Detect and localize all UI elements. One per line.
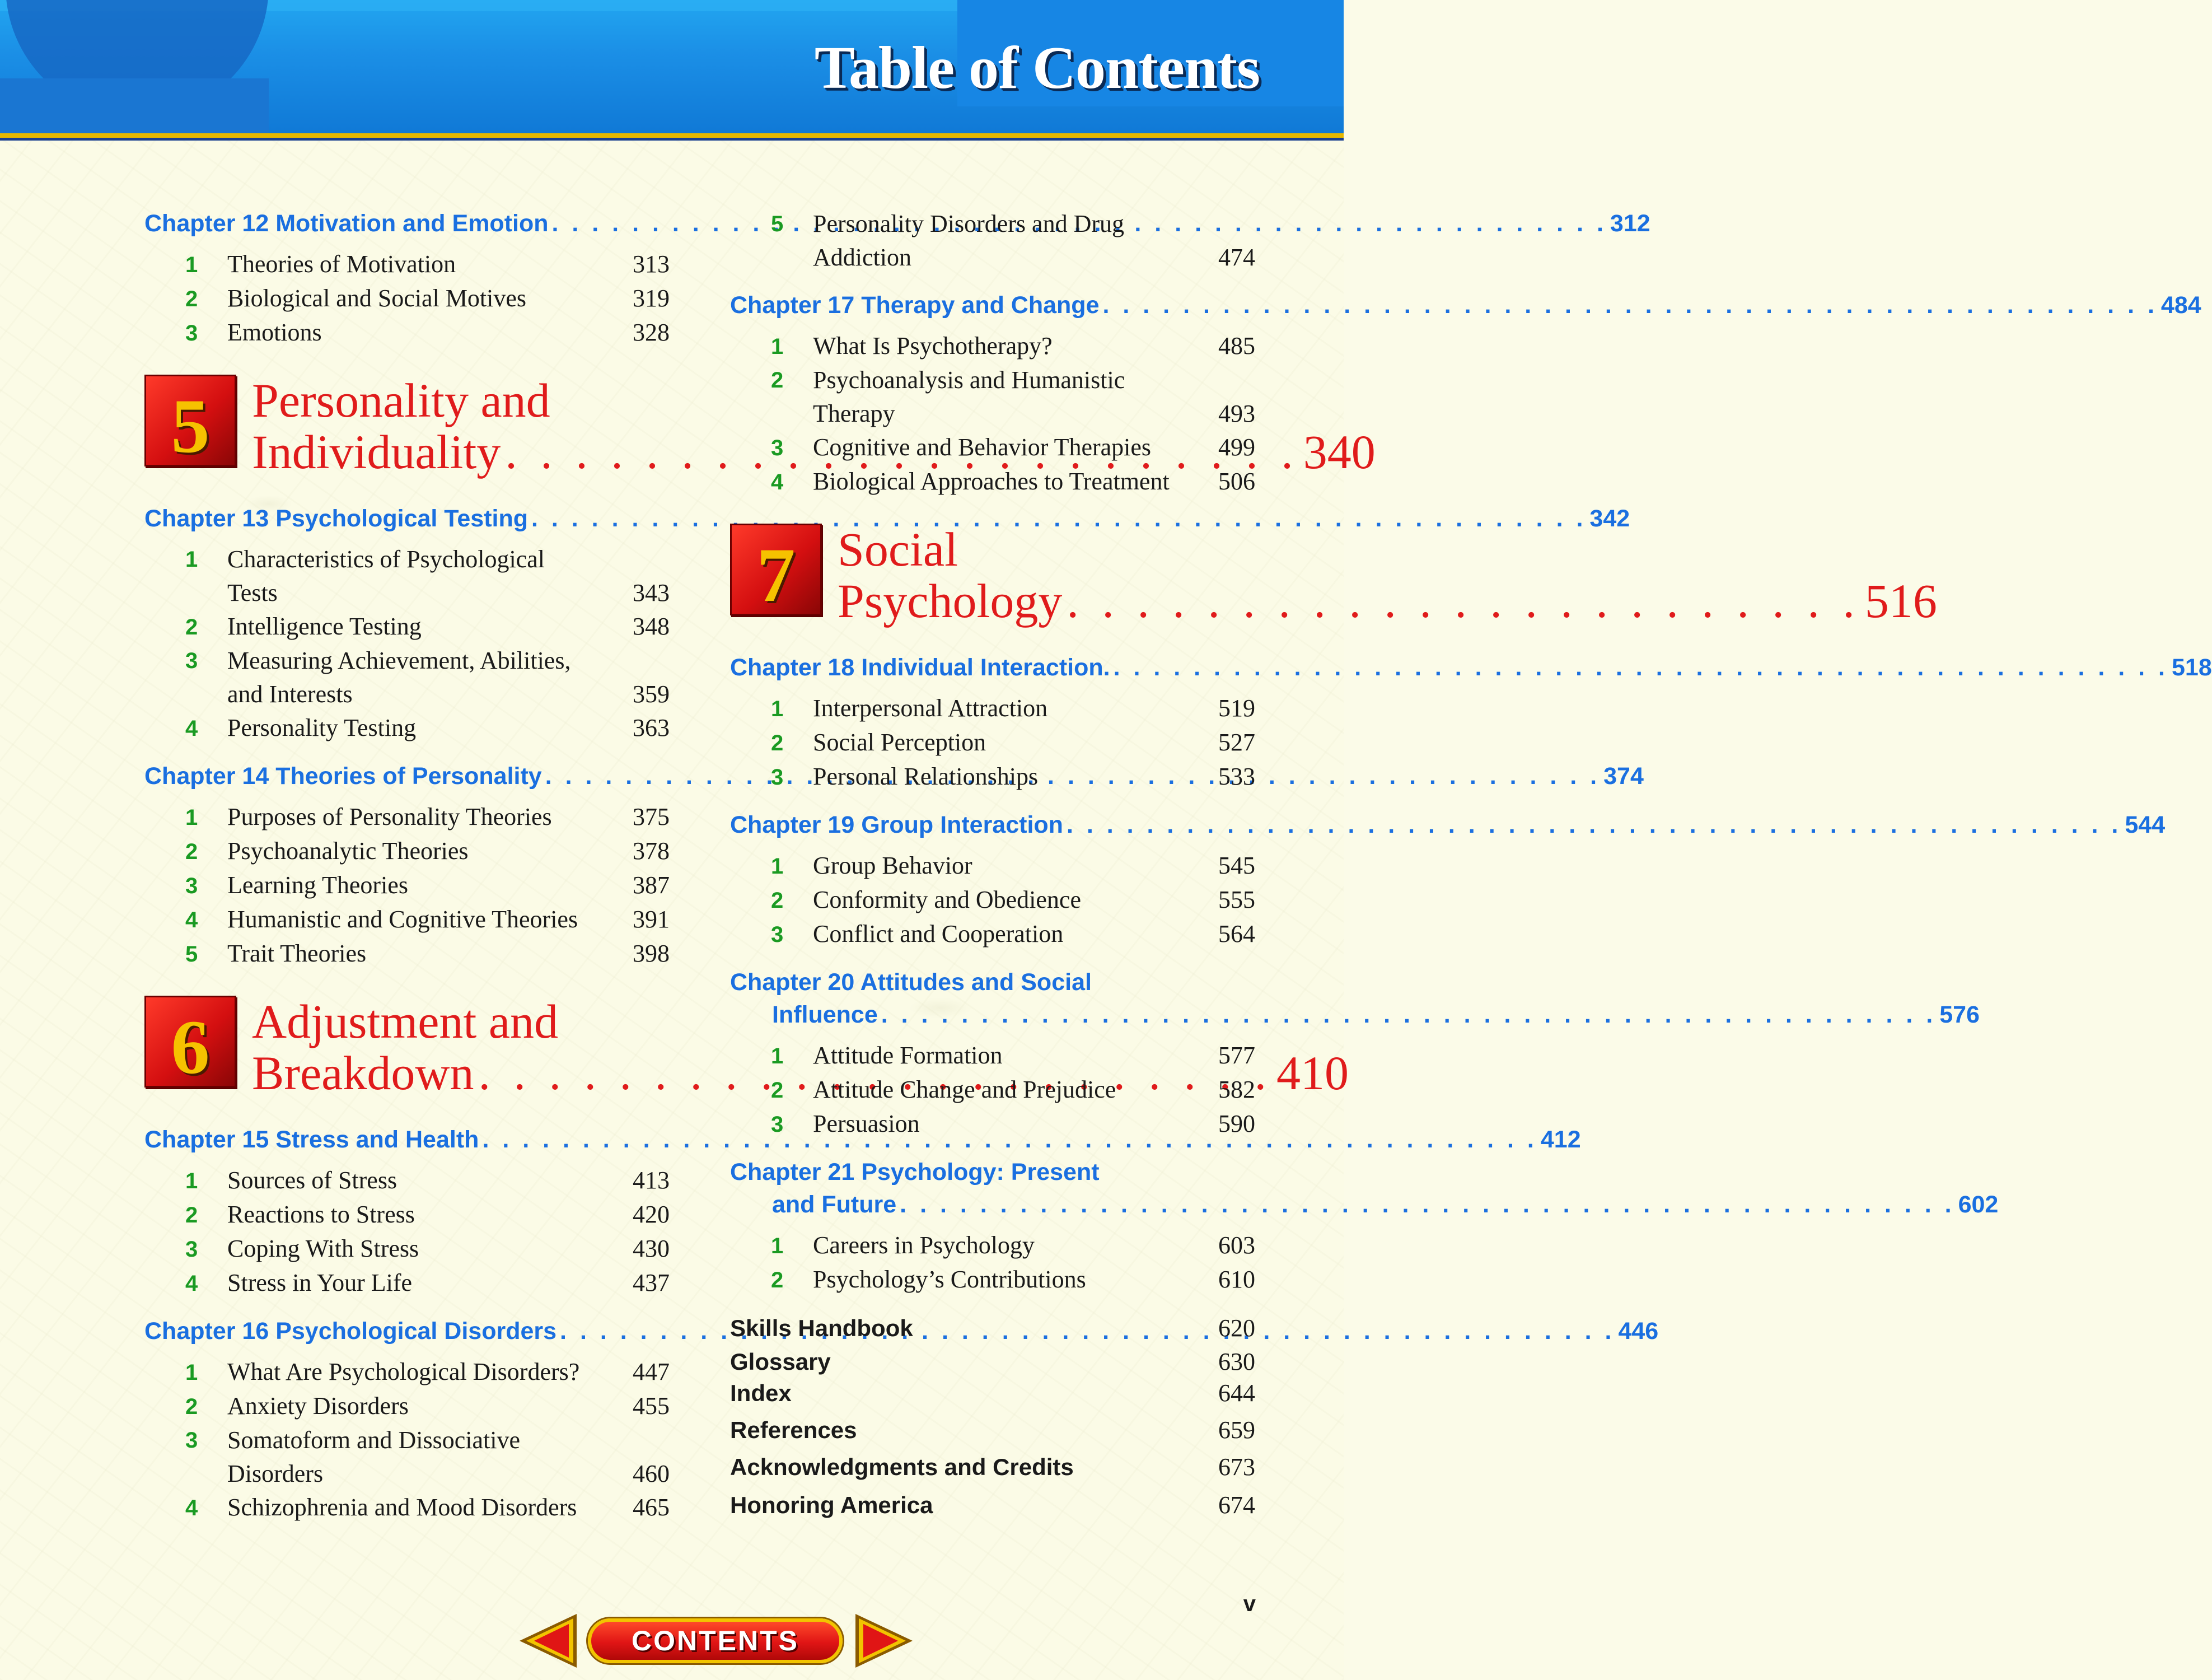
- chapter-page: 602: [1958, 1191, 1999, 1218]
- section-page: 447: [633, 1358, 670, 1385]
- next-page-button[interactable]: [851, 1611, 917, 1671]
- section-title: Careers in Psychology: [813, 1231, 1035, 1259]
- section-title: Humanistic and Cognitive Theories: [227, 906, 578, 933]
- section-item[interactable]: [730, 465, 1255, 499]
- page-title: Table of Contents: [814, 35, 1260, 101]
- section-page: 610: [1218, 1266, 1255, 1293]
- section-item[interactable]: [144, 644, 670, 711]
- chapter-21-link[interactable]: [730, 1156, 1999, 1221]
- header-rule: [0, 133, 1344, 138]
- section-title: Conformity and Obedience: [813, 886, 1081, 913]
- chapter-title: Chapter 15 Stress and Health: [144, 1126, 479, 1153]
- section-item[interactable]: [144, 543, 670, 610]
- chapter-title: Chapter 21 Psychology: Present: [730, 1159, 1100, 1186]
- section-item[interactable]: [730, 883, 1255, 917]
- section-item[interactable]: [144, 282, 670, 316]
- section-title: Group Behavior: [813, 852, 972, 879]
- section-page: 499: [1218, 433, 1255, 461]
- chapter-page: 412: [1540, 1126, 1581, 1153]
- section-page: 378: [633, 837, 670, 865]
- section-page: 590: [1218, 1110, 1255, 1137]
- section-number: 2: [185, 1394, 198, 1419]
- section-item[interactable]: [730, 1039, 1255, 1073]
- section-number: 1: [771, 1234, 784, 1258]
- section-item[interactable]: [144, 1266, 670, 1300]
- section-title: Theories of Motivation: [227, 250, 456, 278]
- chapter-19-link[interactable]: [730, 809, 2166, 841]
- chapter-page: 342: [1589, 505, 1630, 532]
- chapter-title: Chapter 17 Therapy and Change: [730, 292, 1100, 319]
- section-item[interactable]: [144, 1232, 670, 1266]
- section-item[interactable]: [144, 316, 670, 350]
- section-page: 455: [633, 1392, 670, 1420]
- chapter-page: 576: [1939, 1001, 1980, 1028]
- section-number: 4: [185, 908, 198, 932]
- section-number: 2: [771, 368, 784, 393]
- section-item[interactable]: [144, 1355, 670, 1389]
- section-item[interactable]: [730, 1107, 1255, 1141]
- section-page: 506: [1218, 468, 1255, 495]
- left-arrow-icon: [515, 1611, 581, 1671]
- section-item[interactable]: [144, 1198, 670, 1232]
- section-number: 1: [771, 1044, 784, 1068]
- section-page: 493: [1218, 400, 1255, 427]
- previous-page-button[interactable]: [515, 1611, 581, 1671]
- unit-title: [838, 524, 1937, 627]
- section-title: Psychology’s Contributions: [813, 1266, 1086, 1293]
- section-number: 2: [185, 1203, 198, 1228]
- section-number: 1: [185, 805, 198, 830]
- section-title: Reactions to Stress: [227, 1201, 415, 1228]
- back-matter-label: References: [730, 1417, 857, 1443]
- back-matter-item[interactable]: [730, 1314, 1255, 1347]
- section-title: What Is Psychotherapy?: [813, 332, 1053, 360]
- back-matter-page: 630: [1218, 1348, 1255, 1375]
- back-matter-page: 674: [1218, 1491, 1255, 1519]
- section-number: 2: [185, 615, 198, 640]
- section-page: 564: [1218, 920, 1255, 948]
- chapter-19: [730, 809, 2166, 951]
- section-page: 603: [1218, 1231, 1255, 1259]
- section-title: Sources of Stress: [227, 1166, 397, 1194]
- chapter-title: Chapter 19 Group Interaction: [730, 811, 1063, 838]
- back-matter-label: Honoring America: [730, 1492, 933, 1518]
- section-title: Trait Theories: [227, 940, 367, 967]
- chapter-title: Chapter 16 Psychological Disorders: [144, 1318, 557, 1345]
- unit-title-line: Psychology: [838, 574, 1063, 628]
- section-page: 375: [633, 803, 670, 830]
- back-matter-item[interactable]: [730, 1491, 1255, 1528]
- contents-button[interactable]: [588, 1618, 843, 1663]
- section-item[interactable]: [144, 937, 670, 971]
- section-title: Coping With Stress: [227, 1235, 419, 1262]
- section-item[interactable]: [730, 917, 1255, 951]
- section-number: 2: [771, 1268, 784, 1292]
- section-title: Characteristics of Psychological: [227, 545, 545, 573]
- back-matter-page: 673: [1218, 1453, 1255, 1481]
- section-page: 391: [633, 906, 670, 933]
- section-number: 3: [771, 765, 784, 790]
- page-navigation: [515, 1611, 907, 1672]
- unit-title-line: Individuality: [252, 425, 501, 479]
- section-title: Emotions: [227, 319, 322, 346]
- unit-number: 6: [171, 1004, 210, 1090]
- section-item[interactable]: [730, 849, 1255, 883]
- section-title: Somatoform and Dissociative: [227, 1426, 521, 1454]
- header-rule: [0, 138, 1344, 141]
- section-item[interactable]: [730, 726, 1255, 760]
- section-page: 577: [1218, 1042, 1255, 1069]
- section-title: Learning Theories: [227, 871, 408, 899]
- section-title: Social Perception: [813, 729, 986, 756]
- section-title: Schizophrenia and Mood Disorders: [227, 1494, 577, 1521]
- section-page: 343: [633, 579, 670, 606]
- section-number: 4: [771, 470, 784, 494]
- section-item[interactable]: [730, 431, 1255, 465]
- chapter-page: 484: [2160, 292, 2201, 319]
- back-matter-page: 620: [1218, 1314, 1255, 1342]
- chapter-17-link[interactable]: [730, 289, 2201, 321]
- section-number: 1: [771, 854, 784, 879]
- section-page: 555: [1218, 886, 1255, 913]
- section-title: Intelligence Testing: [227, 613, 422, 640]
- section-title: What Are Psychological Disorders?: [227, 1358, 580, 1385]
- section-item[interactable]: [144, 834, 670, 869]
- chapter-page: 374: [1603, 763, 1644, 790]
- section-item[interactable]: [730, 1263, 1255, 1297]
- section-page: 474: [1218, 244, 1255, 271]
- section-title: Biological Approaches to Treatment: [813, 468, 1170, 495]
- section-title: Personal Relationships: [813, 763, 1039, 790]
- section-number: 2: [771, 888, 784, 913]
- section-number: 4: [185, 716, 198, 741]
- section-title: Personality Disorders and Drug: [813, 210, 1125, 237]
- chapter-page: 544: [2125, 811, 2166, 838]
- unit-title-line: Personality and: [252, 374, 550, 427]
- section-item[interactable]: [144, 869, 670, 903]
- unit-title-line: Adjustment and: [252, 995, 558, 1048]
- section-number: 5: [185, 942, 198, 967]
- section-title: Conflict and Cooperation: [813, 920, 1064, 948]
- section-page: 413: [633, 1166, 670, 1194]
- section-item[interactable]: [144, 248, 670, 282]
- chapter-13-link[interactable]: [144, 502, 1630, 535]
- section-number: 2: [771, 731, 784, 755]
- section-number: 3: [185, 321, 198, 346]
- section-title: Therapy: [813, 400, 895, 427]
- section-number: 3: [185, 1428, 198, 1453]
- section-page: 485: [1218, 332, 1255, 360]
- section-page: 348: [633, 613, 670, 640]
- section-page: 460: [633, 1460, 670, 1487]
- section-page: 420: [633, 1201, 670, 1228]
- section-number: 1: [771, 697, 784, 721]
- chapter-title: Influence: [772, 1001, 878, 1028]
- page-folio: v: [1243, 1592, 1256, 1616]
- back-matter-page: 659: [1218, 1416, 1255, 1444]
- unit-number: 7: [756, 532, 796, 618]
- section-item[interactable]: [144, 1491, 670, 1525]
- section-title: Persuasion: [813, 1110, 920, 1137]
- unit-page: 516: [1864, 574, 1937, 628]
- section-number: 2: [771, 1078, 784, 1103]
- back-matter-label: Glossary: [730, 1348, 831, 1375]
- section-item[interactable]: [144, 610, 670, 644]
- section-page: 527: [1218, 729, 1255, 756]
- section-page: 328: [633, 319, 670, 346]
- section-title: Attitude Formation: [813, 1042, 1003, 1069]
- back-matter-list: [730, 1314, 1255, 1528]
- section-number: 3: [185, 1237, 198, 1262]
- chapter-page: 312: [1610, 210, 1650, 237]
- chapter-page: 446: [1618, 1318, 1659, 1345]
- unit-badge: [144, 375, 236, 469]
- back-matter-label: Acknowledgments and Credits: [730, 1454, 1074, 1480]
- chapter-page: 518: [2172, 654, 2212, 681]
- section-title: Stress in Your Life: [227, 1269, 413, 1296]
- section-page: 363: [633, 714, 670, 741]
- section-number: 3: [771, 1112, 784, 1137]
- chapter-20-link[interactable]: [730, 966, 1980, 1031]
- section-page: 359: [633, 680, 670, 708]
- back-matter-label: Index: [730, 1380, 792, 1406]
- section-item[interactable]: [730, 1073, 1255, 1107]
- chapter-title: Chapter 18 Individual Interaction.: [730, 654, 1110, 681]
- section-number: 5: [771, 212, 784, 236]
- chapter-16-continued: [730, 207, 1255, 274]
- chapter-title: Chapter 12 Motivation and Emotion: [144, 210, 549, 237]
- section-number: 3: [771, 922, 784, 947]
- section-title: Cognitive and Behavior Therapies: [813, 433, 1152, 461]
- section-title: Anxiety Disorders: [227, 1392, 409, 1420]
- section-number: 4: [185, 1271, 198, 1296]
- section-page: 430: [633, 1235, 670, 1262]
- chapter-21: [730, 1156, 1999, 1297]
- section-title: Psychoanalytic Theories: [227, 837, 469, 865]
- unit-page: 410: [1276, 1046, 1349, 1100]
- section-item[interactable]: [730, 329, 1255, 363]
- section-page: 519: [1218, 694, 1255, 722]
- back-matter-item[interactable]: [730, 1347, 1255, 1379]
- section-item[interactable]: [144, 1389, 670, 1424]
- back-matter-item[interactable]: [730, 1453, 1255, 1491]
- section-title: Biological and Social Motives: [227, 284, 527, 312]
- section-page: 582: [1218, 1076, 1255, 1103]
- section-item[interactable]: [144, 800, 670, 834]
- section-item[interactable]: [144, 1164, 670, 1198]
- section-item[interactable]: [730, 760, 1255, 794]
- section-title: Interpersonal Attraction: [813, 694, 1048, 722]
- section-title: Addiction: [813, 244, 911, 271]
- back-matter-item[interactable]: [730, 1416, 1255, 1453]
- section-item[interactable]: [144, 903, 670, 937]
- section-page: 465: [633, 1494, 670, 1521]
- chapter-18-link[interactable]: [730, 651, 2212, 684]
- section-number: 3: [771, 436, 784, 460]
- contents-button-label: CONTENTS: [632, 1625, 799, 1656]
- section-title: Psychoanalysis and Humanistic: [813, 366, 1125, 394]
- section-number: 2: [185, 287, 198, 311]
- section-item[interactable]: [144, 711, 670, 745]
- section-number: 3: [185, 874, 198, 898]
- section-number: 1: [771, 334, 784, 359]
- section-title: Tests: [227, 579, 278, 606]
- unit-title-line: Breakdown: [252, 1046, 474, 1100]
- page-header: [0, 0, 1344, 133]
- section-page: 437: [633, 1269, 670, 1296]
- section-item[interactable]: [730, 363, 1255, 431]
- section-title: Disorders: [227, 1460, 324, 1487]
- section-page: 387: [633, 871, 670, 899]
- right-arrow-icon: [851, 1611, 917, 1671]
- chapter-title: Chapter 13 Psychological Testing: [144, 505, 528, 532]
- section-number: 1: [185, 253, 198, 277]
- section-number: 1: [185, 547, 198, 572]
- unit-title-line: Social: [838, 522, 958, 576]
- chapter-title: Chapter 14 Theories of Personality: [144, 763, 542, 790]
- section-title: Measuring Achievement, Abilities,: [227, 647, 571, 674]
- back-matter-page: 644: [1218, 1379, 1255, 1407]
- section-page: 319: [633, 284, 670, 312]
- unit-badge: [730, 524, 822, 618]
- header-decoration: [0, 78, 269, 133]
- section-page: 398: [633, 940, 670, 967]
- section-item[interactable]: [730, 692, 1255, 726]
- section-number: 1: [185, 1169, 198, 1193]
- section-item[interactable]: [144, 1424, 670, 1491]
- section-page: 545: [1218, 852, 1255, 879]
- section-title: Attitude Change and Prejudice: [813, 1076, 1116, 1103]
- section-page: 313: [633, 250, 670, 278]
- section-item[interactable]: [730, 1229, 1255, 1263]
- chapter-title: and Future: [772, 1191, 897, 1218]
- section-title: Purposes of Personality Theories: [227, 803, 552, 830]
- back-matter-item[interactable]: [730, 1379, 1255, 1416]
- section-number: 2: [185, 839, 198, 864]
- unit-number: 5: [171, 383, 210, 469]
- section-title: and Interests: [227, 680, 353, 708]
- unit-7-heading[interactable]: [730, 522, 1937, 628]
- section-title: Personality Testing: [227, 714, 417, 741]
- section-number: 4: [185, 1496, 198, 1520]
- unit-page: 340: [1303, 425, 1376, 479]
- section-page: 533: [1218, 763, 1255, 790]
- section-item[interactable]: [730, 207, 1255, 274]
- section-number: 1: [185, 1360, 198, 1385]
- section-number: 3: [185, 648, 198, 673]
- chapter-title: Chapter 20 Attitudes and Social: [730, 969, 1092, 996]
- unit-badge: [144, 996, 236, 1088]
- back-matter-label: Skills Handbook: [730, 1315, 913, 1341]
